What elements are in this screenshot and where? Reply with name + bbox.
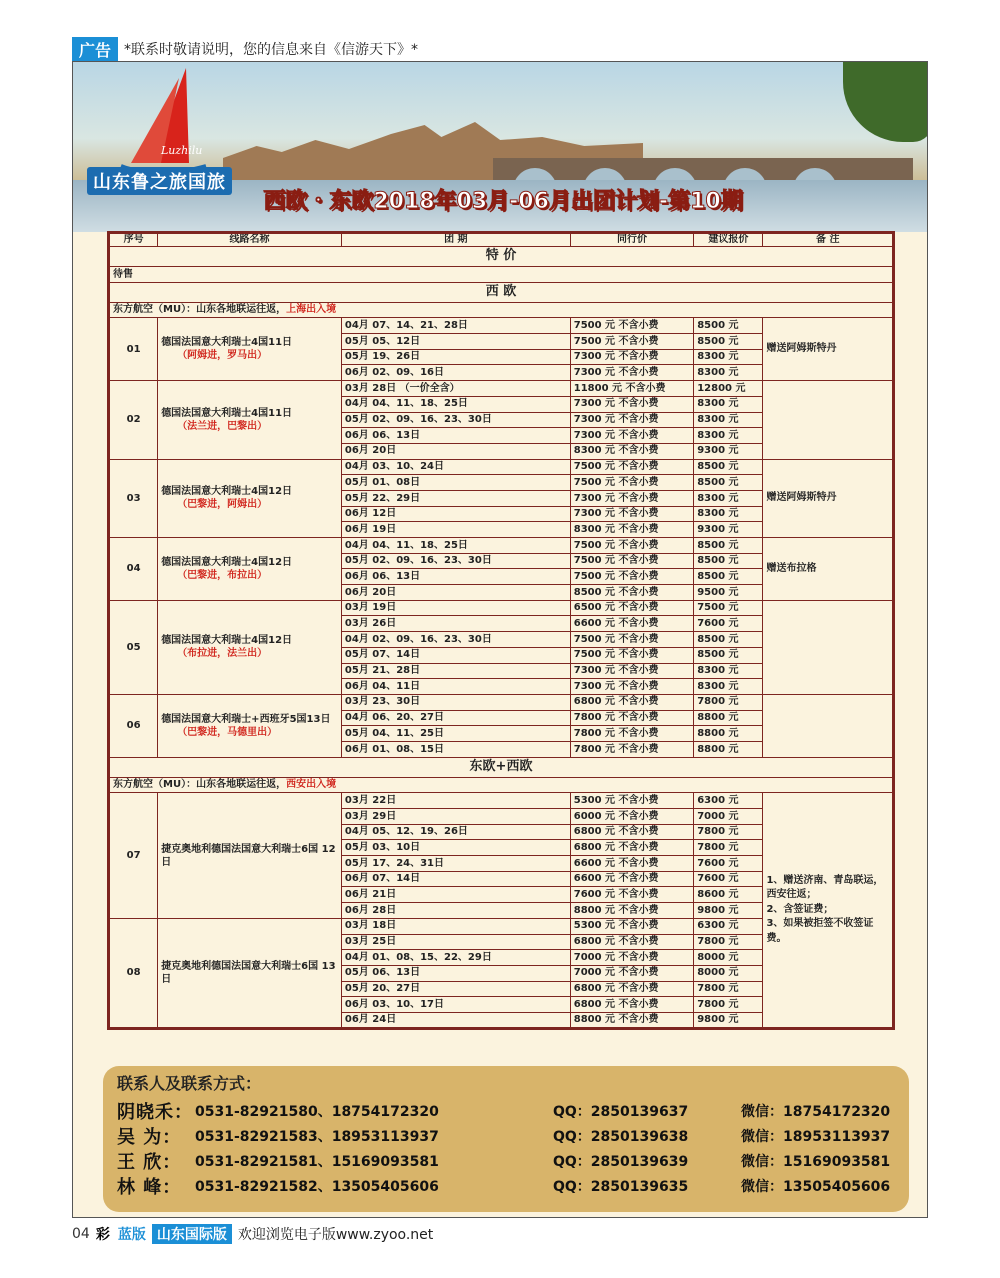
route-title: 捷克奥地利德国法国意大利瑞士6国 12日: [161, 843, 336, 868]
route-number: 05: [109, 600, 158, 694]
route-name: [158, 918, 342, 1028]
departure-dates: 05月 20、27日: [341, 981, 570, 997]
suggested-price: 8300 元: [694, 349, 763, 365]
trade-price: 7300 元 不含小费: [570, 490, 693, 506]
suggested-price: 6300 元: [694, 793, 763, 809]
suggested-price: 9800 元: [694, 1012, 763, 1028]
suggested-price: 8500 元: [694, 334, 763, 350]
departure-dates: 04月 06、20、27日: [341, 710, 570, 726]
suggested-price: 8300 元: [694, 365, 763, 381]
suggested-price: 8500 元: [694, 553, 763, 569]
trade-price: 7000 元 不含小费: [570, 950, 693, 966]
airline-info: [109, 302, 894, 318]
ad-note: *联系时敬请说明，您的信息来自《信游天下》*: [124, 42, 419, 58]
trade-price: 6800 元 不含小费: [570, 694, 693, 710]
suggested-price: 7800 元: [694, 694, 763, 710]
contact-row: [117, 1123, 895, 1148]
departure-dates: 06月 12日: [341, 506, 570, 522]
remark: [763, 381, 894, 459]
page-number: 04: [72, 1226, 90, 1242]
trade-price: 8300 元 不含小费: [570, 522, 693, 538]
contact-name: 吴 为：: [117, 1126, 182, 1148]
schedule-row: [109, 318, 894, 334]
suggested-price: 8600 元: [694, 887, 763, 903]
departure-dates: 04月 05、12、19、26日: [341, 824, 570, 840]
departure-dates: 05月 17、24、31日: [341, 856, 570, 872]
contact-phone: 0531-82921580、18754172320: [195, 1103, 439, 1120]
departure-dates: 03月 28日 （一价全含）: [341, 381, 570, 397]
trade-price: 7600 元 不含小费: [570, 887, 693, 903]
suggested-price: 7800 元: [694, 981, 763, 997]
route-name: [158, 600, 342, 694]
contact-row: [117, 1173, 895, 1198]
trade-price: 6800 元 不含小费: [570, 824, 693, 840]
advert-frame: [72, 61, 928, 1218]
route-entry-exit: （法兰进，巴黎出）: [177, 420, 268, 432]
schedule-row: [109, 600, 894, 616]
contact-name: 王 欣：: [117, 1151, 182, 1173]
departure-dates: 05月 22、29日: [341, 490, 570, 506]
section-row: [109, 247, 894, 267]
suggested-price: 8500 元: [694, 569, 763, 585]
contact-title: 联系人及联系方式：: [117, 1074, 262, 1093]
trade-price: 5300 元 不含小费: [570, 793, 693, 809]
suggested-price: 7800 元: [694, 934, 763, 950]
departure-dates: 06月 20日: [341, 585, 570, 601]
trade-price: 6600 元 不含小费: [570, 871, 693, 887]
departure-dates: 04月 07、14、21、28日: [341, 318, 570, 334]
route-title: 德国法国意大利瑞士4国12日: [161, 556, 293, 568]
contact-row: [117, 1098, 895, 1123]
route-entry-exit: （阿姆进，罗马出）: [177, 350, 268, 362]
page-title: 西欧・东欧2018年03月-06月出团计划-第10期: [263, 189, 743, 214]
trade-price: 7800 元 不含小费: [570, 710, 693, 726]
suggested-price: 8500 元: [694, 538, 763, 554]
section-row: [109, 757, 894, 777]
edition-label: 蓝版: [117, 1227, 146, 1243]
remark: [763, 600, 894, 694]
route-number: 02: [109, 381, 158, 459]
brand-name: 山东鲁之旅国旅: [87, 167, 232, 195]
route-name: [158, 694, 342, 757]
departure-dates: 05月 02、09、16、23、30日: [341, 412, 570, 428]
suggested-price: 7800 元: [694, 824, 763, 840]
departure-dates: 03月 25日: [341, 934, 570, 950]
route-name: [158, 793, 342, 919]
remark: 赠送阿姆斯特丹: [763, 459, 894, 537]
suggested-price: 12800 元: [694, 381, 763, 397]
suggested-price: 9300 元: [694, 522, 763, 538]
table-header-row: [109, 233, 894, 247]
trade-price: 11800 元 不含小费: [570, 381, 693, 397]
trade-price: 7500 元 不含小费: [570, 318, 693, 334]
trade-price: 5300 元 不含小费: [570, 918, 693, 934]
departure-dates: 04月 01、08、15、22、29日: [341, 950, 570, 966]
airline-port: 上海出入境: [286, 304, 337, 316]
suggested-price: 7000 元: [694, 809, 763, 825]
suggested-price: 9500 元: [694, 585, 763, 601]
trade-price: 7500 元 不含小费: [570, 569, 693, 585]
departure-dates: 06月 20日: [341, 443, 570, 459]
contact-wechat: 微信：18754172320: [741, 1103, 891, 1120]
tree-foliage: [843, 62, 927, 142]
trade-price: 7300 元 不含小费: [570, 679, 693, 695]
departure-dates: 06月 06、13日: [341, 569, 570, 585]
departure-dates: 06月 06、13日: [341, 428, 570, 444]
trade-price: 7300 元 不含小费: [570, 663, 693, 679]
departure-dates: 06月 01、08、15日: [341, 741, 570, 757]
route-title: 德国法国意大利瑞士4国11日: [161, 337, 293, 349]
suggested-price: 8500 元: [694, 647, 763, 663]
remark-line: 1、赠送济南、青岛联运，西安往返；: [766, 874, 884, 901]
departure-dates: 05月 07、14日: [341, 647, 570, 663]
suggested-price: 9800 元: [694, 903, 763, 919]
remark: 赠送阿姆斯特丹: [763, 318, 894, 381]
remark: [763, 793, 894, 1028]
departure-dates: 03月 19日: [341, 600, 570, 616]
departure-dates: 03月 26日: [341, 616, 570, 632]
contact-name: 林 峰：: [117, 1176, 182, 1198]
trade-price: 7500 元 不含小费: [570, 553, 693, 569]
contact-name: 阴晓禾：: [117, 1101, 193, 1123]
route-number: 01: [109, 318, 158, 381]
departure-dates: 06月 04、11日: [341, 679, 570, 695]
remark-line: 2、含签证费；: [766, 903, 834, 915]
trade-price: 6800 元 不含小费: [570, 840, 693, 856]
suggested-price: 7600 元: [694, 616, 763, 632]
trade-price: 7300 元 不含小费: [570, 412, 693, 428]
departure-dates: 04月 02、09、16、23、30日: [341, 632, 570, 648]
departure-dates: 03月 23、30日: [341, 694, 570, 710]
contact-wechat: 微信：15169093581: [741, 1153, 891, 1170]
trade-price: 7300 元 不含小费: [570, 428, 693, 444]
contact-qq: QQ：2850139639: [553, 1153, 689, 1170]
trade-price: 6000 元 不含小费: [570, 809, 693, 825]
route-title: 德国法国意大利瑞士4国11日: [161, 407, 293, 419]
schedule-row: [109, 538, 894, 554]
suggested-price: 8300 元: [694, 396, 763, 412]
departure-dates: 04月 03、10、24日: [341, 459, 570, 475]
suggested-price: 8800 元: [694, 741, 763, 757]
col-header: 同行价: [570, 233, 693, 247]
color-label: 彩: [95, 1227, 110, 1243]
trade-price: 7300 元 不含小费: [570, 396, 693, 412]
departure-dates: 04月 04、11、18、25日: [341, 396, 570, 412]
trade-price: 7500 元 不含小费: [570, 647, 693, 663]
remark: 赠送布拉格: [763, 538, 894, 601]
departure-dates: 06月 03、10、17日: [341, 997, 570, 1013]
trade-price: 8800 元 不含小费: [570, 903, 693, 919]
trade-price: 6800 元 不含小费: [570, 997, 693, 1013]
route-name: [158, 538, 342, 601]
website-link[interactable]: 欢迎浏览电子版www.zyoo.net: [237, 1227, 434, 1243]
suggested-price: 8300 元: [694, 679, 763, 695]
departure-dates: 05月 01、08日: [341, 475, 570, 491]
departure-dates: 05月 19、26日: [341, 349, 570, 365]
banner: [73, 62, 927, 232]
remark-line: 3、如果被拒签不收签证费。: [766, 918, 874, 944]
suggested-price: 7600 元: [694, 871, 763, 887]
trade-price: 7300 元 不含小费: [570, 506, 693, 522]
departure-dates: 06月 21日: [341, 887, 570, 903]
suggested-price: 7500 元: [694, 600, 763, 616]
departure-dates: 05月 02、09、16、23、30日: [341, 553, 570, 569]
schedule-table: [107, 231, 895, 1030]
route-entry-exit: （布拉进，法兰出）: [177, 648, 268, 660]
col-header: 建议报价: [694, 233, 763, 247]
departure-dates: 06月 24日: [341, 1012, 570, 1028]
trade-price: 7500 元 不含小费: [570, 459, 693, 475]
suggested-price: 8000 元: [694, 950, 763, 966]
route-title: 德国法国意大利瑞士+西班牙5国13日: [161, 713, 331, 725]
contact-wechat: 微信：18953113937: [741, 1128, 891, 1145]
trade-price: 7500 元 不含小费: [570, 475, 693, 491]
trade-price: 7500 元 不含小费: [570, 334, 693, 350]
schedule-row: [109, 793, 894, 809]
col-header: 线路名称: [158, 233, 342, 247]
suggested-price: 9300 元: [694, 443, 763, 459]
edition-box: 山东国际版: [152, 1224, 232, 1244]
route-name: [158, 459, 342, 537]
route-number: 06: [109, 694, 158, 757]
suggested-price: 8300 元: [694, 506, 763, 522]
col-header: 团 期: [341, 233, 570, 247]
suggested-price: 8300 元: [694, 663, 763, 679]
suggested-price: 8800 元: [694, 710, 763, 726]
contact-panel: [103, 1066, 909, 1212]
route-number: 03: [109, 459, 158, 537]
suggested-price: 8500 元: [694, 632, 763, 648]
airline-text: 东方航空（MU）：山东各地联运往返，: [113, 304, 287, 316]
trade-price: 7800 元 不含小费: [570, 726, 693, 742]
contact-wechat: 微信：13505405606: [741, 1178, 891, 1195]
schedule-row: [109, 459, 894, 475]
departure-dates: 06月 28日: [341, 903, 570, 919]
departure-dates: 04月 04、11、18、25日: [341, 538, 570, 554]
departure-dates: 05月 03、10日: [341, 840, 570, 856]
contact-phone: 0531-82921581、15169093581: [195, 1153, 439, 1170]
ad-header: [72, 38, 418, 60]
airline-text: 东方航空（MU）：山东各地联运往返，: [113, 779, 287, 791]
departure-dates: 03月 18日: [341, 918, 570, 934]
trade-price: 6800 元 不含小费: [570, 934, 693, 950]
col-header: 备 注: [763, 233, 894, 247]
section-title: 东欧+西欧: [109, 757, 894, 777]
route-number: 07: [109, 793, 158, 919]
trade-price: 7800 元 不含小费: [570, 741, 693, 757]
pending-row: [109, 267, 894, 283]
section-title: 西 欧: [109, 282, 894, 302]
departure-dates: 06月 19日: [341, 522, 570, 538]
route-name: [158, 381, 342, 459]
contact-phone: 0531-82921583、18953113937: [195, 1128, 439, 1145]
route-entry-exit: （巴黎进，马德里出）: [177, 726, 278, 738]
remark: [763, 694, 894, 757]
route-entry-exit: （巴黎进，阿姆出）: [177, 499, 268, 511]
trade-price: 7300 元 不含小费: [570, 349, 693, 365]
departure-dates: 05月 21、28日: [341, 663, 570, 679]
trade-price: 6600 元 不含小费: [570, 856, 693, 872]
trade-price: 6500 元 不含小费: [570, 600, 693, 616]
contact-row: [117, 1148, 895, 1173]
page-footer: [72, 1224, 433, 1244]
suggested-price: 8800 元: [694, 726, 763, 742]
contact-qq: QQ：2850139638: [553, 1128, 689, 1145]
airline-info: [109, 777, 894, 793]
departure-dates: 06月 07、14日: [341, 871, 570, 887]
route-name: [158, 318, 342, 381]
suggested-price: 7800 元: [694, 997, 763, 1013]
trade-price: 8800 元 不含小费: [570, 1012, 693, 1028]
suggested-price: 8300 元: [694, 428, 763, 444]
trade-price: 7000 元 不含小费: [570, 965, 693, 981]
departure-dates: 03月 29日: [341, 809, 570, 825]
suggested-price: 8300 元: [694, 412, 763, 428]
col-header: 序号: [109, 233, 158, 247]
suggested-price: 8500 元: [694, 475, 763, 491]
suggested-price: 8500 元: [694, 459, 763, 475]
ad-tag: 广告: [72, 37, 118, 62]
departure-dates: 05月 06、13日: [341, 965, 570, 981]
schedule-row: [109, 694, 894, 710]
airline-row: [109, 777, 894, 793]
suggested-price: 7600 元: [694, 856, 763, 872]
route-title: 德国法国意大利瑞士4国12日: [161, 635, 293, 647]
contact-qq: QQ：2850139637: [553, 1103, 689, 1120]
airline-row: [109, 302, 894, 318]
contact-qq: QQ：2850139635: [553, 1178, 689, 1195]
logo-script: Luzhilu: [161, 144, 203, 157]
suggested-price: 8300 元: [694, 490, 763, 506]
pending-label: 待售: [109, 267, 894, 283]
suggested-price: 6300 元: [694, 918, 763, 934]
suggested-price: 8000 元: [694, 965, 763, 981]
trade-price: 7500 元 不含小费: [570, 632, 693, 648]
trade-price: 6600 元 不含小费: [570, 616, 693, 632]
trade-price: 6800 元 不含小费: [570, 981, 693, 997]
trade-price: 8500 元 不含小费: [570, 585, 693, 601]
departure-dates: 03月 22日: [341, 793, 570, 809]
suggested-price: 7800 元: [694, 840, 763, 856]
schedule-row: [109, 381, 894, 397]
route-title: 德国法国意大利瑞士4国12日: [161, 486, 293, 498]
suggested-price: 8500 元: [694, 318, 763, 334]
section-title: 特 价: [109, 247, 894, 267]
route-entry-exit: （巴黎进，布拉出）: [177, 569, 268, 581]
departure-dates: 05月 04、11、25日: [341, 726, 570, 742]
departure-dates: 06月 02、09、16日: [341, 365, 570, 381]
trade-price: 7500 元 不含小费: [570, 538, 693, 554]
route-title: 捷克奥地利德国法国意大利瑞士6国 13日: [161, 960, 336, 985]
airline-port: 西安出入境: [286, 779, 337, 791]
contact-phone: 0531-82921582、13505405606: [195, 1178, 439, 1195]
trade-price: 7300 元 不含小费: [570, 365, 693, 381]
departure-dates: 05月 05、12日: [341, 334, 570, 350]
route-number: 04: [109, 538, 158, 601]
section-row: [109, 282, 894, 302]
route-number: 08: [109, 918, 158, 1028]
trade-price: 8300 元 不含小费: [570, 443, 693, 459]
